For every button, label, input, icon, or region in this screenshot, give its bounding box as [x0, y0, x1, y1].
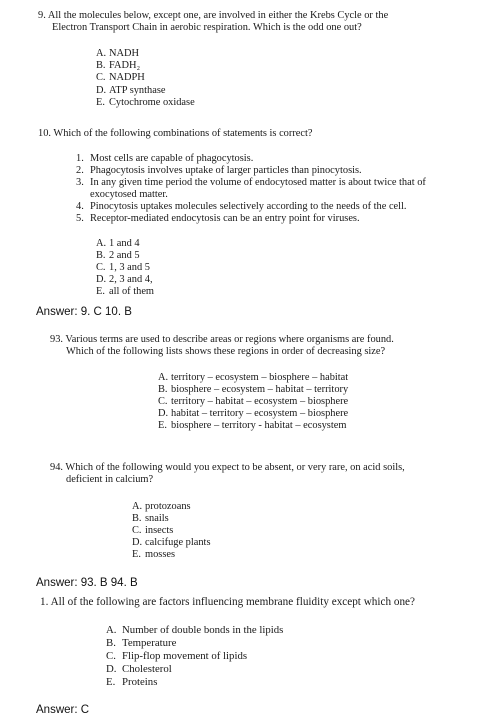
- answer-key-93-94: Answer: 93. B 94. B: [36, 577, 138, 589]
- question-94-text-line-1: 94. Which of the following would you expect to be absent, or very rare, on acid soils,: [50, 462, 405, 473]
- question-93-option-d: D. habitat – territory – ecosystem – biosphere: [158, 408, 349, 419]
- question-1-option-c: C. Flip-flop movement of lipids: [106, 650, 248, 662]
- question-9-option-b: B. FADH₂: [96, 60, 141, 71]
- question-10-statement-4: 4. Pinocytosis uptakes molecules selectively according to the needs of the cell.: [76, 201, 407, 212]
- answer-key-1: Answer: C: [36, 704, 90, 716]
- question-10-statement-1: 1. Most cells are capable of phagocytosis.: [76, 153, 254, 164]
- answer-key-9-10: Answer: 9. C 10. B: [36, 306, 132, 318]
- question-94-option-e: E. mosses: [132, 549, 176, 560]
- question-10-option-a: A. 1 and 4: [96, 238, 140, 249]
- question-1-option-d: D. Cholesterol: [106, 663, 172, 675]
- question-10-statement-5: 5. Receptor-mediated endocytosis can be an entry point for viruses.: [76, 213, 360, 224]
- question-93-option-a: A. territory – ecosystem – biosphere – habitat: [158, 372, 349, 383]
- question-9-option-a: A. NADH: [96, 48, 140, 59]
- question-93-option-e: E. biosphere – territory - habitat – ecosystem: [158, 420, 347, 431]
- question-94-option-d: D. calcifuge plants: [132, 537, 211, 548]
- question-9-text-line-2: Electron Transport Chain in aerobic respiration. Which is the odd one out?: [52, 22, 362, 33]
- question-94-option-c: C. insects: [132, 525, 174, 536]
- question-10-statement-3-cont: exocytosed matter.: [90, 189, 168, 200]
- question-93-text-line-2: Which of the following lists shows these regions in order of decreasing size?: [66, 346, 386, 357]
- question-1-option-b: B. Temperature: [106, 637, 177, 649]
- question-94-option-b: B. snails: [132, 513, 169, 524]
- question-10-statement-3: 3. In any given time period the volume of endocytosed matter is about twice that of: [76, 177, 426, 188]
- question-10-option-d: D. 2, 3 and 4,: [96, 274, 153, 285]
- question-10-statement-2: 2. Phagocytosis involves uptake of larger particles than pinocytosis.: [76, 165, 362, 176]
- question-1-option-e: E. Proteins: [106, 676, 158, 688]
- question-93-option-c: C. territory – habitat – ecosystem – biosphere: [158, 396, 349, 407]
- question-10-text: 10. Which of the following combinations of statements is correct?: [38, 128, 313, 139]
- question-10-option-c: C. 1, 3 and 5: [96, 262, 150, 273]
- question-10-option-e: E. all of them: [96, 286, 155, 297]
- question-1-option-a: A. Number of double bonds in the lipids: [106, 624, 284, 636]
- question-9-option-c: C. NADPH: [96, 72, 145, 83]
- question-10-option-b: B. 2 and 5: [96, 250, 140, 261]
- question-9-option-e: E. Cytochrome oxidase: [96, 97, 195, 108]
- question-9-option-d: D. ATP synthase: [96, 85, 166, 96]
- question-1-text: 1. All of the following are factors influencing membrane fluidity except which one?: [40, 596, 415, 608]
- question-9-text-line-1: 9. All the molecules below, except one, are involved in either the Krebs Cycle or the: [38, 10, 389, 21]
- question-94-text-line-2: deficient in calcium?: [66, 474, 154, 485]
- question-93-option-b: B. biosphere – ecosystem – habitat – territory: [158, 384, 349, 395]
- question-94-option-a: A. protozoans: [132, 501, 191, 512]
- question-93-text-line-1: 93. Various terms are used to describe areas or regions where organisms are found.: [50, 334, 394, 345]
